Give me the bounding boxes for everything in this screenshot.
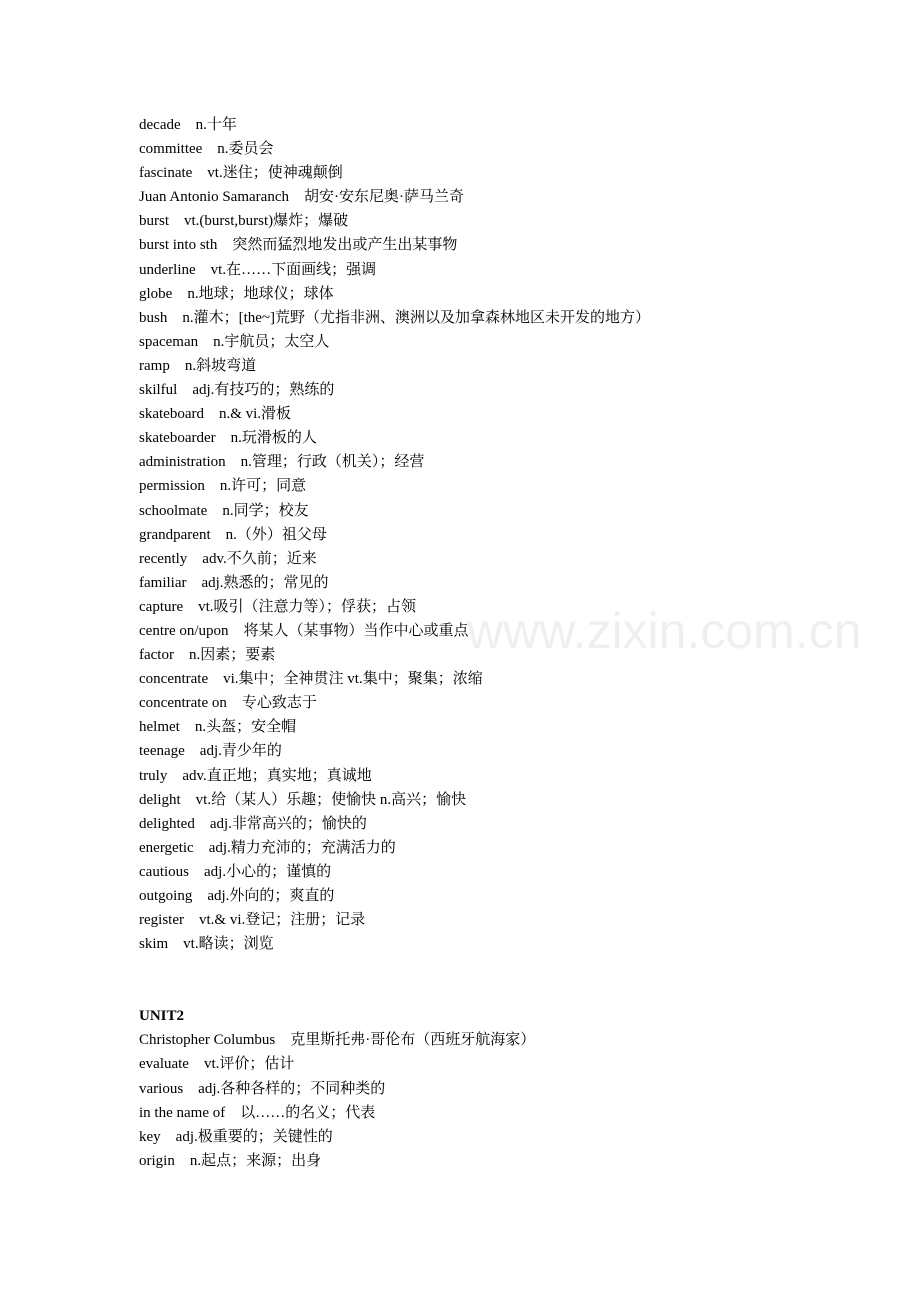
- vocab-entry: register vt.& vi.登记；注册；记录: [139, 912, 366, 929]
- vocab-entry: decade n.十年: [139, 117, 237, 133]
- vocab-entry: evaluate vt.评价；估计: [139, 1056, 295, 1073]
- vocab-entry: underline vt.在……下面画线；强调: [139, 261, 377, 278]
- unit2-heading: UNIT2: [139, 1008, 185, 1025]
- vocab-entry: Christopher Columbus 克里斯托弗·哥伦布（西班牙航海家）: [139, 1032, 536, 1049]
- vocab-entry: skilful adj.有技巧的；熟练的: [139, 382, 335, 399]
- vocab-entry: ramp n.斜坡弯道: [139, 357, 257, 374]
- vocab-entry: grandparent n.（外）祖父母: [139, 526, 327, 543]
- vocab-entry: capture vt.吸引（注意力等）；俘获；占领: [139, 598, 417, 615]
- vocab-entry: concentrate vi.集中；全神贯注 vt.集中；聚集；浓缩: [139, 671, 483, 688]
- vocab-entry: factor n.因素；要素: [139, 647, 276, 664]
- vocab-entry: bush n.灌木；[the~]荒野（尤指非洲、澳洲以及加拿森林地区未开发的地方）: [139, 309, 651, 326]
- vocab-entry: helmet n.头盔；安全帽: [139, 719, 297, 736]
- vocab-entry: various adj.各种各样的；不同种类的: [139, 1080, 386, 1097]
- vocab-entry: burst vt.(burst,burst)爆炸；爆破: [139, 213, 349, 230]
- vocab-entry: energetic adj.精力充沛的；充满活力的: [139, 839, 396, 856]
- vocab-entry: skateboard n.& vi.滑板: [139, 406, 292, 423]
- vocab-entry: spaceman n.宇航员；太空人: [139, 333, 330, 350]
- vocab-entry: burst into sth 突然而猛烈地发出或产生出某事物: [139, 237, 458, 254]
- vocab-entry: in the name of 以……的名义；代表: [139, 1104, 376, 1121]
- vocabulary-page: [139, 113, 879, 1173]
- vocabulary-list-unit2: [139, 1028, 879, 1173]
- vocab-entry: schoolmate n.同学；校友: [139, 502, 309, 519]
- watermark: www.zixin.com.cn: [467, 603, 862, 659]
- vocab-entry: fascinate vt.迷住；使神魂颠倒: [139, 165, 343, 182]
- vocab-entry: centre on/upon 将某人（某事物）当作中心或重点: [139, 622, 469, 639]
- vocab-entry: key adj.极重要的；关键性的: [139, 1128, 333, 1145]
- vocab-entry: globe n.地球；地球仪；球体: [139, 285, 334, 302]
- vocab-entry: permission n.许可；同意: [139, 478, 307, 495]
- vocab-entry: teenage adj.青少年的: [139, 743, 282, 760]
- vocab-entry: Juan Antonio Samaranch 胡安·安东尼奥·萨马兰奇: [139, 189, 464, 206]
- vocabulary-list-section1: [139, 113, 879, 956]
- vocab-entry: concentrate on 专心致志于: [139, 695, 317, 712]
- vocab-entry: skim vt.略读；浏览: [139, 936, 274, 953]
- vocab-entry: administration n.管理；行政（机关）；经营: [139, 454, 425, 471]
- vocab-entry: delighted adj.非常高兴的；愉快的: [139, 815, 367, 832]
- vocab-entry: committee n.委员会: [139, 141, 274, 158]
- vocab-entry: delight vt.给（某人）乐趣；使愉快 n.高兴；愉快: [139, 791, 467, 808]
- vocab-entry: origin n.起点；来源；出身: [139, 1152, 322, 1169]
- vocab-entry: truly adv.直正地；真实地；真诚地: [139, 767, 372, 784]
- section-gap: [139, 956, 879, 1004]
- vocab-entry: skateboarder n.玩滑板的人: [139, 430, 317, 447]
- vocab-entry: outgoing adj.外向的；爽直的: [139, 888, 335, 904]
- vocab-entry: familiar adj.熟悉的；常见的: [139, 574, 329, 591]
- vocab-entry: cautious adj.小心的；谨慎的: [139, 863, 332, 880]
- vocab-entry: recently adv.不久前；近来: [139, 550, 317, 567]
